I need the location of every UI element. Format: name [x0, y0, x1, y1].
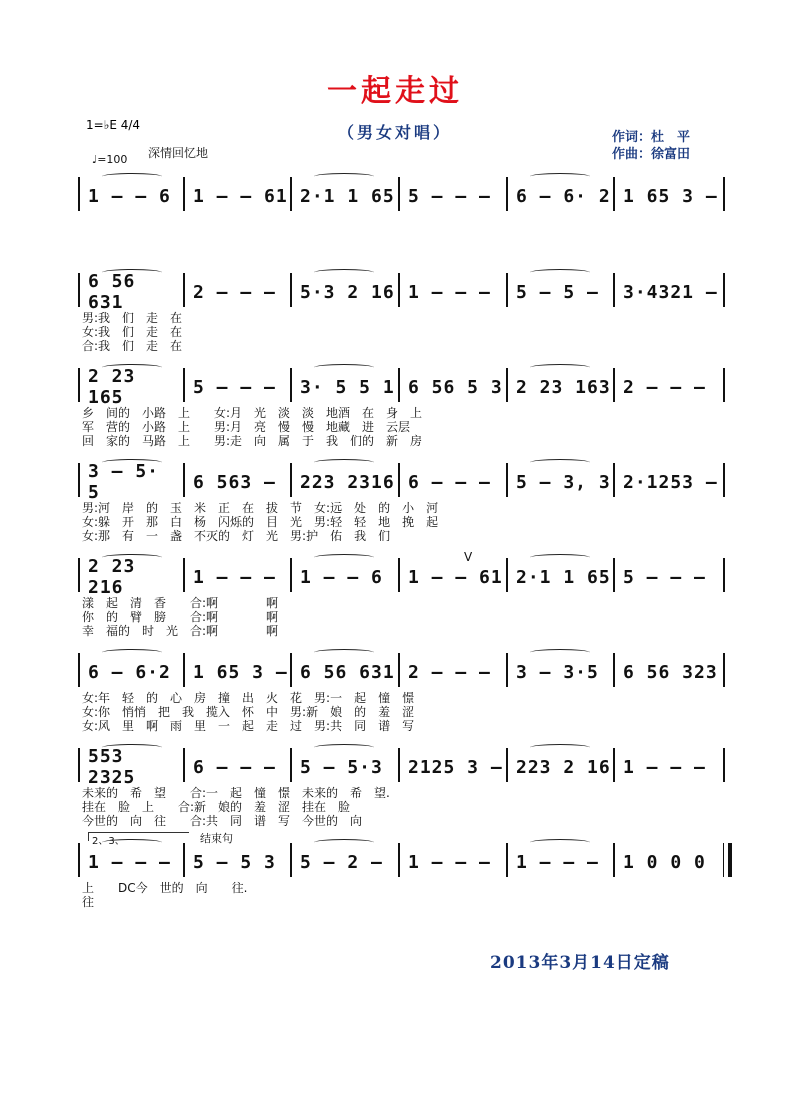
slur	[102, 459, 162, 466]
bar-line	[506, 653, 508, 687]
bar-line	[506, 273, 508, 307]
bar-line	[723, 273, 725, 307]
bar-line	[290, 177, 292, 211]
slur	[314, 554, 374, 561]
measure: 6 56 631	[300, 661, 395, 683]
slur	[530, 173, 590, 180]
measure: 3 — 5· 5	[88, 461, 160, 503]
score-row	[82, 849, 727, 875]
measure: 1 — — 61	[408, 566, 503, 588]
bar-line	[723, 177, 725, 211]
score-row	[82, 659, 727, 685]
bar-line	[78, 748, 80, 782]
slur	[314, 269, 374, 276]
lyric-line: 女:你 悄悄 把 我 揽入 怀 中 男:新 娘 的 羞 涩	[82, 705, 415, 719]
score-row	[82, 461, 727, 503]
bar-line	[613, 653, 615, 687]
slur	[314, 649, 374, 656]
slur	[530, 459, 590, 466]
measure: 2125 3 —	[408, 756, 503, 778]
bar-line	[723, 653, 725, 687]
bar-line	[290, 368, 292, 402]
measure: 5 — — —	[408, 185, 491, 207]
measure: 5 — 5 3	[193, 851, 276, 873]
lyric-line: 挂在 脸 上 合:新 娘的 羞 涩 挂在 脸	[82, 800, 351, 814]
volta-label: 2、3、	[92, 836, 125, 847]
date-finalized: 2013年3月14日定稿	[490, 953, 670, 973]
bar-line	[398, 558, 400, 592]
measure: 5 — — —	[193, 376, 276, 398]
score-row	[82, 556, 727, 598]
slur	[314, 364, 374, 371]
bar-line	[78, 368, 80, 402]
measure: 223 2 16	[516, 756, 611, 778]
measure: 1 — — 6	[300, 566, 383, 588]
measure: 1 — — —	[193, 566, 276, 588]
bar-line	[506, 368, 508, 402]
score-row	[82, 183, 727, 209]
measure: 2 23 165	[88, 366, 136, 408]
measure: 1 — — —	[88, 851, 171, 873]
slur	[530, 269, 590, 276]
slur	[102, 269, 162, 276]
bar-line	[183, 463, 185, 497]
bar-line	[398, 653, 400, 687]
measure: 6 — — —	[408, 471, 491, 493]
bar-line	[506, 558, 508, 592]
slur	[102, 173, 162, 180]
bar-line	[723, 368, 725, 402]
lyric-line: 往	[82, 895, 95, 909]
measure: 1 — — —	[516, 851, 599, 873]
measure: 1 — — —	[408, 851, 491, 873]
bar-line	[290, 463, 292, 497]
breath-mark: V	[464, 550, 473, 564]
slur	[530, 364, 590, 371]
composer-credit: 作曲：徐富田	[612, 147, 691, 162]
measure: 3·4321 —	[623, 281, 718, 303]
lyric-line: 乡 间的 小路 上 女:月 光 淡 淡 地酒 在 身 上	[82, 406, 423, 420]
measure: 1 65 3 —	[623, 185, 718, 207]
measure: 1 — — 61	[193, 185, 288, 207]
measure: 1 — — —	[408, 281, 491, 303]
bar-line	[613, 463, 615, 497]
measure: 1 — — 6	[88, 185, 171, 207]
song-title: 一起走过	[327, 74, 463, 109]
slur	[314, 459, 374, 466]
bar-line	[506, 843, 508, 877]
lyric-line: 今世的 向 往 合:共 同 谱 写 今世的 向	[82, 814, 363, 828]
slur	[314, 744, 374, 751]
lyric-line: 女:风 里 啊 雨 里 一 起 走 过 男:共 同 谱 写	[82, 719, 415, 733]
measure: 3 — 3·5	[516, 661, 599, 683]
slur	[102, 744, 162, 751]
measure: 2·1 1 65	[300, 185, 395, 207]
lyric-line: 女:年 轻 的 心 房 撞 出 火 花 男:一 起 憧 憬	[82, 691, 415, 705]
bar-line	[398, 273, 400, 307]
measure: 2 — — —	[408, 661, 491, 683]
measure: 6 56 5 3	[408, 376, 503, 398]
volta-bracket	[88, 832, 189, 841]
slur	[102, 364, 162, 371]
bar-line	[398, 843, 400, 877]
bar-line	[183, 653, 185, 687]
bar-line	[723, 558, 725, 592]
bar-line	[183, 558, 185, 592]
lyricist-credit: 作词：杜 平	[612, 130, 691, 145]
bar-line	[613, 843, 615, 877]
ending-label: 结束句	[200, 832, 233, 845]
slur	[530, 839, 590, 846]
measure: 2 23 163	[516, 376, 611, 398]
measure: 6 56 323	[623, 661, 718, 683]
lyric-line: 女:躲 开 那 白 杨 闪烁的 目 光 男:轻 轻 地 挽 起	[82, 515, 439, 529]
bar-line	[398, 748, 400, 782]
bar-line	[613, 748, 615, 782]
measure: 6 56 631	[88, 271, 136, 313]
measure: 2 — — —	[193, 281, 276, 303]
measure: 2 23 216	[88, 556, 136, 598]
measure: 5 — 5·3	[300, 756, 383, 778]
lyric-line: 军 营的 小路 上 男:月 亮 慢 慢 地藏 进 云层	[82, 420, 411, 434]
bar-line	[398, 463, 400, 497]
lyric-line: 女:我 们 走 在	[82, 325, 183, 339]
slur	[530, 744, 590, 751]
measure: 5 — 2 —	[300, 851, 383, 873]
measure: 6 — 6· 2	[516, 185, 611, 207]
measure: 5·3 2 16	[300, 281, 395, 303]
lyric-line: 幸 福的 时 光 合:啊 啊	[82, 624, 279, 638]
tempo-mark: ♩=100	[92, 153, 128, 166]
measure: 5 — 5 —	[516, 281, 599, 303]
bar-line	[183, 368, 185, 402]
lyric-line: 你 的 臂 膀 合:啊 啊	[82, 610, 279, 624]
bar-line	[78, 558, 80, 592]
bar-line	[183, 748, 185, 782]
bar-line	[506, 748, 508, 782]
measure: 5 — 3, 3	[516, 471, 611, 493]
measure: 1 0 0 0	[623, 851, 706, 873]
bar-line	[290, 273, 292, 307]
measure: 6 563 —	[193, 471, 276, 493]
score-row	[82, 271, 727, 313]
slur	[314, 839, 374, 846]
score-row	[82, 746, 727, 788]
slur	[530, 554, 590, 561]
score-row	[82, 366, 727, 408]
lyric-line: 男:河 岸 的 玉 米 正 在 拔 节 女:远 处 的 小 河	[82, 501, 439, 515]
measure: 553 2325	[88, 746, 136, 788]
bar-line	[506, 463, 508, 497]
bar-line	[290, 653, 292, 687]
lyric-line: 上 DC今 世的 向 往.	[82, 881, 248, 895]
slur	[102, 649, 162, 656]
bar-line	[723, 843, 732, 877]
key-signature: 1=♭E 4/4	[86, 118, 141, 132]
bar-line	[78, 463, 80, 497]
bar-line	[506, 177, 508, 211]
bar-line	[290, 748, 292, 782]
bar-line	[78, 843, 80, 877]
measure: 2 — — —	[623, 376, 706, 398]
bar-line	[78, 273, 80, 307]
measure: 223 2316	[300, 471, 395, 493]
bar-line	[290, 843, 292, 877]
measure: 6 — — —	[193, 756, 276, 778]
measure: 1 — — —	[623, 756, 706, 778]
slur	[530, 649, 590, 656]
lyric-line: 漾 起 清 香 合:啊 啊	[82, 596, 279, 610]
lyric-line: 合:我 们 走 在	[82, 339, 183, 353]
bar-line	[723, 748, 725, 782]
slur	[102, 554, 162, 561]
bar-line	[613, 558, 615, 592]
song-subtitle: （男女对唱）	[337, 123, 452, 142]
measure: 2·1 1 65	[516, 566, 611, 588]
bar-line	[398, 177, 400, 211]
measure: 5 — — —	[623, 566, 706, 588]
bar-line	[613, 177, 615, 211]
slur	[314, 173, 374, 180]
bar-line	[723, 463, 725, 497]
measure: 1 65 3 —	[193, 661, 288, 683]
lyric-line: 未来的 希 望 合:一 起 憧 憬 未来的 希 望.	[82, 786, 390, 800]
measure: 2·1253 —	[623, 471, 718, 493]
lyric-line: 回 家的 马路 上 男:走 向 属 于 我 们的 新 房	[82, 434, 423, 448]
measure: 3· 5 5 1	[300, 376, 395, 398]
bar-line	[613, 368, 615, 402]
bar-line	[78, 177, 80, 211]
bar-line	[183, 273, 185, 307]
bar-line	[183, 177, 185, 211]
lyric-line: 男:我 们 走 在	[82, 311, 183, 325]
measure: 6 — 6·2	[88, 661, 171, 683]
bar-line	[183, 843, 185, 877]
bar-line	[290, 558, 292, 592]
expression-mark: 深情回忆地	[148, 146, 209, 160]
bar-line	[78, 653, 80, 687]
bar-line	[398, 368, 400, 402]
bar-line	[613, 273, 615, 307]
lyric-line: 女:那 有 一 盏 不灭的 灯 光 男:护 佑 我 们	[82, 529, 391, 543]
